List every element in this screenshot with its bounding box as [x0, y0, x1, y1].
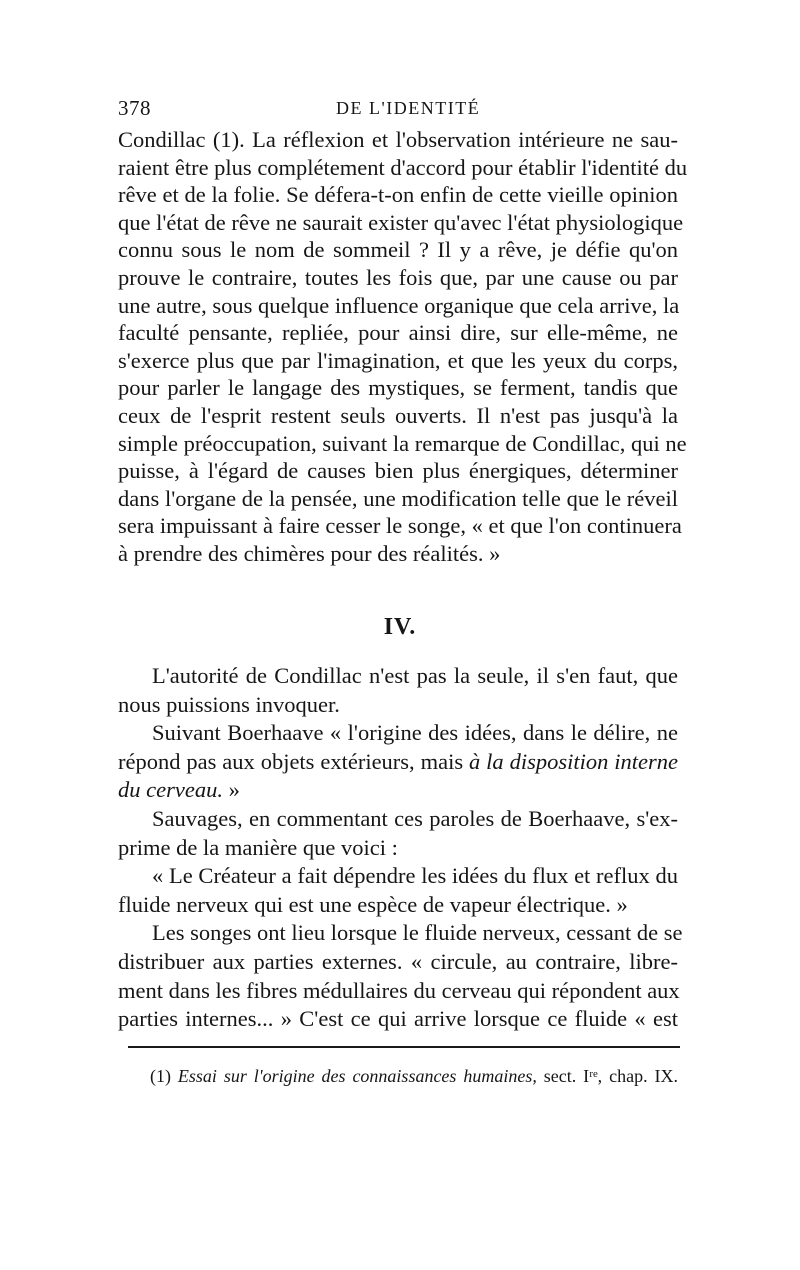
section-line	[118, 977, 678, 1006]
section-line	[118, 948, 678, 977]
body-line: dans l'organe de la pensée, une modification telle que le réveil	[118, 485, 678, 511]
section-text	[118, 662, 683, 1034]
body-line: que l'état de rêve ne saurait exister qu'avec l'état physiologique	[118, 209, 684, 235]
section-line-text: « Le Créateur a fait dépendre les idées du flux et reflux du	[152, 863, 678, 889]
body-line: ceux de l'esprit restent seuls ouverts. Il n'est pas jusqu'à la	[118, 402, 678, 428]
section-line	[118, 719, 678, 748]
section-line-text: L'autorité de Condillac n'est pas la seule, il s'en faut, que	[152, 663, 678, 688]
section-line	[118, 776, 678, 805]
section-line	[118, 748, 678, 777]
section-line	[118, 834, 678, 863]
section-line-italic: du cerveau.	[118, 777, 223, 803]
page-number: 378	[118, 96, 151, 120]
footnote-marker: (1)	[150, 1066, 171, 1086]
body-line: s'exerce plus que par l'imagination, et que les yeux du corps,	[118, 347, 678, 373]
body-line: puisse, à l'égard de causes bien plus énergiques, déterminer	[118, 458, 678, 484]
footnote	[150, 1066, 678, 1087]
section-line	[118, 662, 678, 691]
body-line: raient être plus complétement d'accord pour établir l'identité du	[118, 154, 688, 180]
section-line	[118, 919, 683, 948]
footnote-title: Essai sur l'origine des connaissances humaines,	[177, 1066, 537, 1086]
section-line-text: Suivant Boerhaave « l'origine des idées, dans le délire, ne	[152, 720, 678, 746]
body-text	[118, 126, 688, 568]
body-line: faculté pensante, repliée, pour ainsi dire, sur elle-même, ne	[118, 320, 678, 346]
body-line: connu sous le nom de sommeil ? Il y a rêve, je défie qu'on	[118, 237, 678, 263]
body-line: à prendre des chimères pour des réalités. »	[118, 540, 501, 566]
section-line-text: ment dans les fibres médullaires du cerveau qui répondent aux	[118, 977, 680, 1003]
section-line-text: nous puissions invoquer.	[118, 691, 340, 717]
section-line	[118, 805, 678, 834]
running-head: DE L'IDENTITÉ	[336, 98, 481, 118]
section-line-text: répond pas aux objets extérieurs, mais	[118, 748, 464, 774]
body-line: sera impuissant à faire cesser le songe, « et que l'on continuera	[118, 513, 682, 539]
section-line-text: parties internes... » C'est ce qui arrive lorsque ce fluide « est	[118, 1006, 678, 1032]
section-line	[118, 691, 678, 720]
section-line	[118, 891, 678, 920]
section-line	[118, 862, 678, 891]
section-line-text: Les songes ont lieu lorsque le fluide nerveux, cessant de se	[152, 920, 683, 946]
body-line: prouve le contraire, toutes les fois que, par une cause ou par	[118, 264, 678, 290]
body-line: simple préoccupation, suivant la remarque de Condillac, qui ne	[118, 430, 687, 456]
section-line	[118, 1005, 678, 1034]
section-line-after: »	[222, 777, 240, 803]
page-header	[118, 96, 683, 126]
section-heading: IV.	[383, 614, 417, 640]
section-line-italic: à la disposition interne	[469, 748, 679, 774]
body-line: une autre, sous quelque influence organique que cela arrive, la	[118, 292, 680, 318]
section-line-text: prime de la manière que voici :	[118, 834, 398, 860]
body-line: pour parler le langage des mystiques, se ferment, tandis que	[118, 375, 678, 401]
footnote-rule	[128, 1046, 680, 1048]
body-line: Condillac (1). La réflexion et l'observation intérieure ne sau-	[118, 127, 678, 152]
section-line-text: fluide nerveux qui est une espèce de vapeur électrique. »	[118, 891, 628, 917]
body-line: rêve et de la folie. Se défera-t-on enfin de cette vieille opinion	[118, 182, 678, 208]
footnote-reference: sect. Iʳᵉ, chap. IX.	[543, 1066, 678, 1086]
section-line-text: distribuer aux parties externes. « circule, au contraire, libre-	[118, 948, 678, 974]
section-line-text: Sauvages, en commentant ces paroles de Boerhaave, s'ex-	[152, 805, 678, 831]
